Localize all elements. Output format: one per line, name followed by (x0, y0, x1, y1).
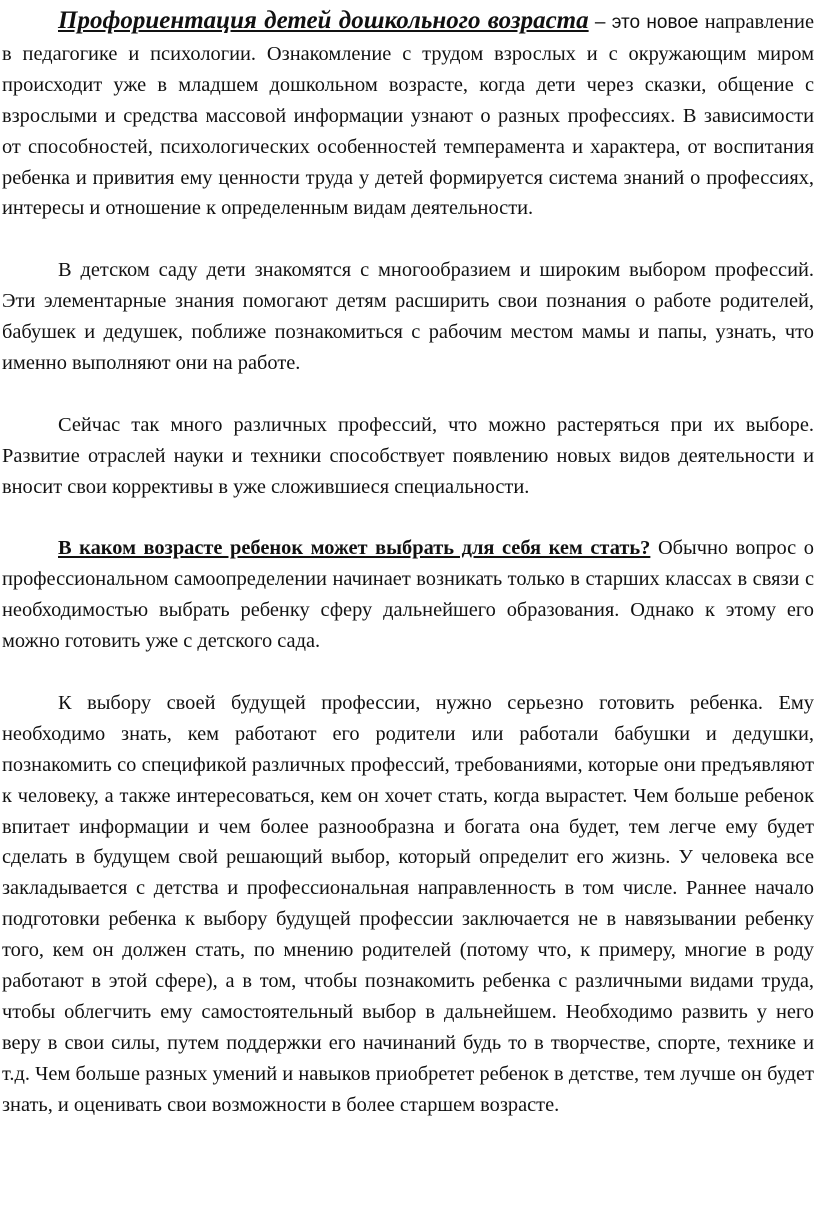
paragraph-kindergarten (2, 255, 814, 379)
paragraph-intro (2, 6, 814, 224)
paragraph-preparation-text: К выбору своей будущей профессии, нужно серьезно готовить ребенка. Ему необходимо знать, кем работают его родители или работали бабушки и дедушки, познакомить со спецификой различных профессий, требованиями, которые они предъявляют к человеку, а также интересоваться, кем он хочет стать, когда вырастет. Чем больше ребенок впитает информации и чем более разнообразна и богата она будет, тем легче ему будет сделать в будущем свой решающий выбор, который определит его жизнь. У человека все закладывается с детства и профессиональная направленность в том числе. Раннее начало подготовки ребенка к выбору будущей профессии заключается не в навязывании ребенку того, кем он должен стать, по мнению родителей (потому что, к примеру, многие в роду работают в этой сфере), а в том, чтобы познакомить ребенка с различными видами труда, чтобы облегчить ему самостоятельный выбор в дальнейшем. Необходимо развить у него веру в свои силы, путем поддержки его начинаний будь то в творчестве, спорте, технике и т.д. Чем больше разных умений и навыков приобретет ребенок в детстве, тем лучше он будет знать, и оценивать свои возможности в более старшем возрасте. (2, 691, 814, 1116)
title-heading: Профориентация детей дошкольного возраста (58, 7, 589, 34)
paragraph-intro-text: направление в педагогике и психологии. Ознакомление с трудом взрослых и с окружающим миром происходит уже в младшем дошкольном возрасте, когда дети через сказки, общение с взрослыми и средства массовой информации узнают о разных профессиях. В зависимости от способностей, психологических особенностей темперамента и характера, от воспитания ребенка и привития ему ценности труда у детей формируется система знаний о профессиях, интересы и отношение к определенным видам деятельности. (2, 11, 814, 220)
paragraph-age-question-text: Обычно вопрос о профессиональном самоопределении начинает возникать только в старших классах в связи с необходимостью выбрать ребенку сферу дальнейшего образования. Однако к этому его можно готовить уже с детского сада. (2, 537, 814, 653)
question-heading: В каком возрасте ребенок может выбрать для себя кем стать? (58, 537, 651, 560)
paragraph-preparation (2, 688, 814, 1121)
title-dash-text: – это новое (594, 12, 699, 33)
paragraph-age-question (2, 533, 814, 657)
paragraph-many-professions (2, 410, 814, 503)
paragraph-kindergarten-text: В детском саду дети знакомятся с многообразием и широким выбором профессий. Эти элементарные знания помогают детям расширить свои познания о работе родителей, бабушек и дедушек, поближе познакомиться с рабочим местом мамы и папы, узнать, что именно выполняют они на работе. (2, 259, 814, 374)
paragraph-many-professions-text: Сейчас так много различных профессий, что можно растеряться при их выборе. Развитие отраслей науки и техники способствует появлению новых видов деятельности и вносит свои коррективы в уже сложившиеся специальности. (2, 413, 814, 498)
